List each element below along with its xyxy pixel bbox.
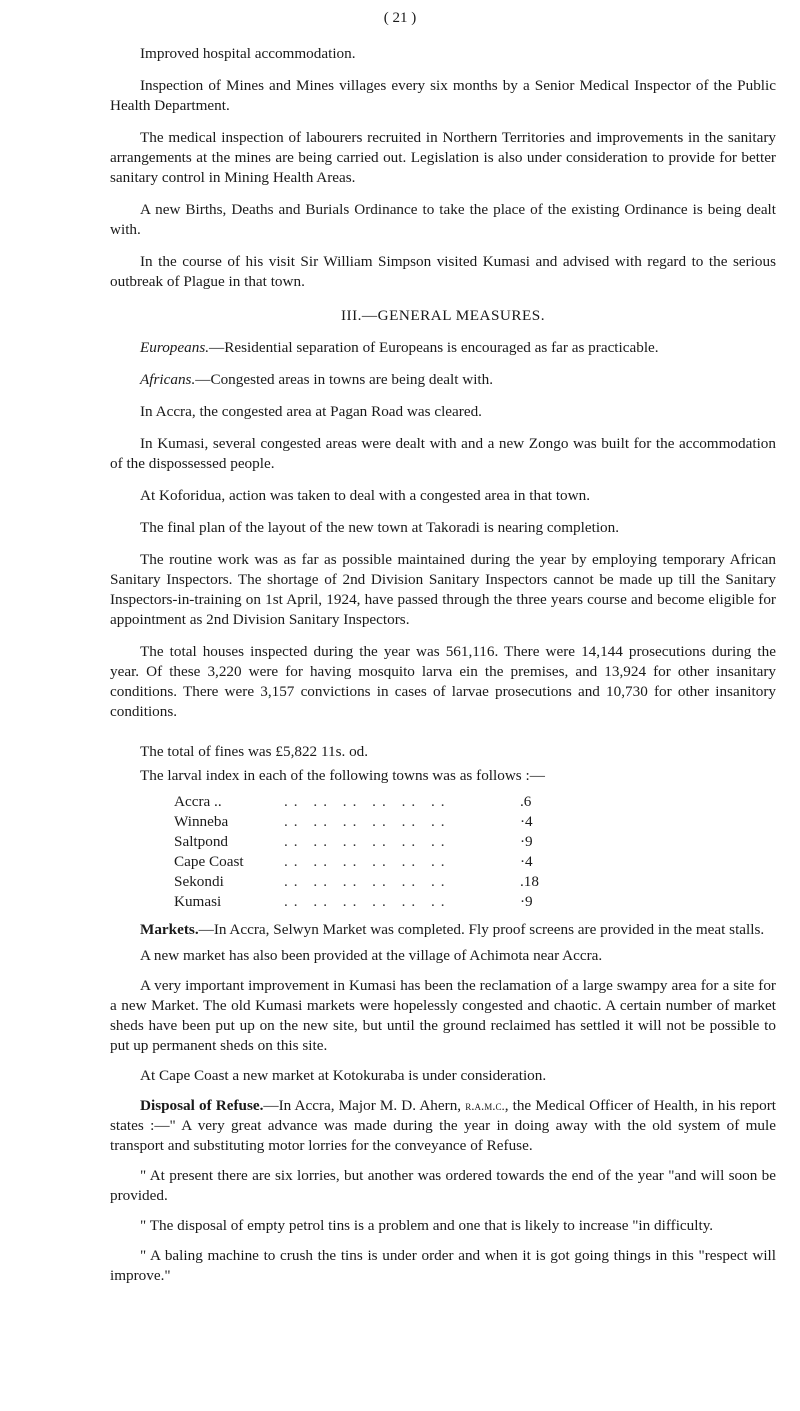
paragraph-accra-pagan-road: In Accra, the congested area at Pagan Road was cleared. [140, 403, 482, 420]
larval-value: ·9 [520, 833, 533, 850]
section-title: III.—GENERAL MEASURES. [340, 307, 546, 324]
larval-index-row [174, 832, 560, 852]
paragraph-europeans [110, 338, 776, 358]
larval-town: Kumasi [174, 893, 222, 910]
larval-value: .6 [520, 793, 532, 810]
paragraph-kumasi-market: A very important improvement in Kumasi has been the reclamation of a large swampy area for a site for a new Market. The old Kumasi markets were hopelessly congested and chaotic. A certain number of market sheds have been put up on the new site, but until the ground reclaimed has settled it will not be possible to put up permanent sheds on this site. [110, 977, 776, 1054]
paragraph-routine-work: The routine work was as far as possible maintained during the year by employing temporary African Sanitary Inspectors. The shortage of 2nd Division Sanitary Inspectors cannot be made up till the Sanitary Inspectors-in-training on 1st April, 1924, have passed through the three years course and become eligible for appointment as 2nd Division Sanitary Inspectors. [110, 551, 776, 628]
larval-value: ·9 [520, 893, 533, 910]
africans-lead: Africans. [140, 371, 196, 388]
leader-dots: .. .. .. .. .. .. [284, 873, 451, 890]
paragraph-mines-inspection: Inspection of Mines and Mines villages every six months by a Senior Medical Inspector of the Public Health Department. [110, 77, 776, 114]
paragraph-africans [110, 370, 776, 390]
larval-index-row [174, 872, 560, 892]
paragraph-hospital: Improved hospital accommodation. [140, 45, 356, 62]
paragraph-achimota-market: A new market has also been provided at the village of Achimota near Accra. [140, 947, 603, 964]
larval-value: ·4 [520, 853, 533, 870]
refuse-rank: r.a.m.c. [465, 1098, 505, 1113]
refuse-text-2: , the Medical Officer of Health, in his report states :—" A very great advance was made during the year in doing away with the old system of mule transport and substituting motor lorries for the conveyance of Refuse. [110, 1097, 776, 1154]
paragraph-takoradi: The final plan of the layout of the new town at Takoradi is nearing completion. [140, 519, 620, 536]
larval-town: Cape Coast [174, 853, 244, 870]
refuse-lead: Disposal of Refuse. [140, 1097, 264, 1114]
europeans-lead: Europeans. [140, 339, 210, 356]
page-body [110, 44, 776, 1286]
markets-text: —In Accra, Selwyn Market was completed. Fly proof screens are provided in the meat stalls. [198, 921, 765, 938]
larval-value: ·4 [520, 813, 533, 830]
larval-index-row [174, 792, 560, 812]
larval-town: Sekondi [174, 873, 224, 890]
larval-index-row [174, 852, 560, 872]
quote-petrol-tins: " The disposal of empty petrol tins is a problem and one that is likely to increase "in difficulty. [140, 1217, 714, 1234]
paragraph-labourers: The medical inspection of labourers recruited in Northern Territories and improvements in the sanitary arrangements at the mines are being carried out. Legislation is also under consideration to provide for better sanitary control in Mining Health Areas. [110, 129, 776, 186]
larval-town: Accra .. [174, 793, 222, 810]
paragraph-koforidua: At Koforidua, action was taken to deal with a congested area in that town. [140, 487, 590, 504]
leader-dots: .. .. .. .. .. .. [284, 833, 451, 850]
paragraph-kumasi-zongo: In Kumasi, several congested areas were dealt with and a new Zongo was built for the accommodation of the dispossessed people. [110, 435, 776, 472]
paragraph-simpson-visit: In the course of his visit Sir William Simpson visited Kumasi and advised with regard to the serious outbreak of Plague in that town. [110, 253, 776, 290]
larval-index-row [174, 892, 560, 912]
quote-lorries: " At present there are six lorries, but another was ordered towards the end of the year "and will soon be provided. [110, 1167, 776, 1204]
refuse-text-1: —In Accra, Major M. D. Ahern, [263, 1097, 466, 1114]
leader-dots: .. .. .. .. .. .. [284, 813, 451, 830]
larval-town: Winneba [174, 813, 229, 830]
paragraph-cape-coast-market: At Cape Coast a new market at Kotokuraba is under consideration. [140, 1067, 547, 1084]
paragraph-larval-intro: The larval index in each of the following towns was as follows :— [140, 767, 545, 784]
page-number: ( 21 ) [383, 10, 417, 26]
larval-index-table [174, 792, 560, 912]
leader-dots: .. .. .. .. .. .. [284, 853, 451, 870]
quote-baling-machine: " A baling machine to crush the tins is under order and when it is got going things in this "respect will improve." [110, 1247, 776, 1284]
larval-index-row [174, 812, 560, 832]
leader-dots: .. .. .. .. .. .. [284, 893, 451, 910]
paragraph-disposal-refuse [110, 1096, 776, 1156]
paragraph-markets [110, 920, 776, 940]
paragraph-births-ordinance: A new Births, Deaths and Burials Ordinance to take the place of the existing Ordinance is being dealt with. [110, 201, 776, 238]
larval-value: .18 [520, 873, 539, 890]
larval-town: Saltpond [174, 833, 229, 850]
africans-text: —Congested areas in towns are being dealt with. [195, 371, 494, 388]
europeans-text: —Residential separation of Europeans is encouraged as far as practicable. [209, 339, 659, 356]
leader-dots: .. .. .. .. .. .. [284, 793, 451, 810]
paragraph-houses-inspected: The total houses inspected during the year was 561,116. There were 14,144 prosecutions during the year. Of these 3,220 were for having mosquito larva ein the premises, and 13,924 for other insanitary conditions. There were 3,157 convictions in cases of larvae prosecutions and 10,730 for other insanitory conditions. [110, 643, 776, 720]
paragraph-fines: The total of fines was £5,822 11s. od. [140, 743, 369, 760]
markets-lead: Markets. [140, 921, 199, 938]
